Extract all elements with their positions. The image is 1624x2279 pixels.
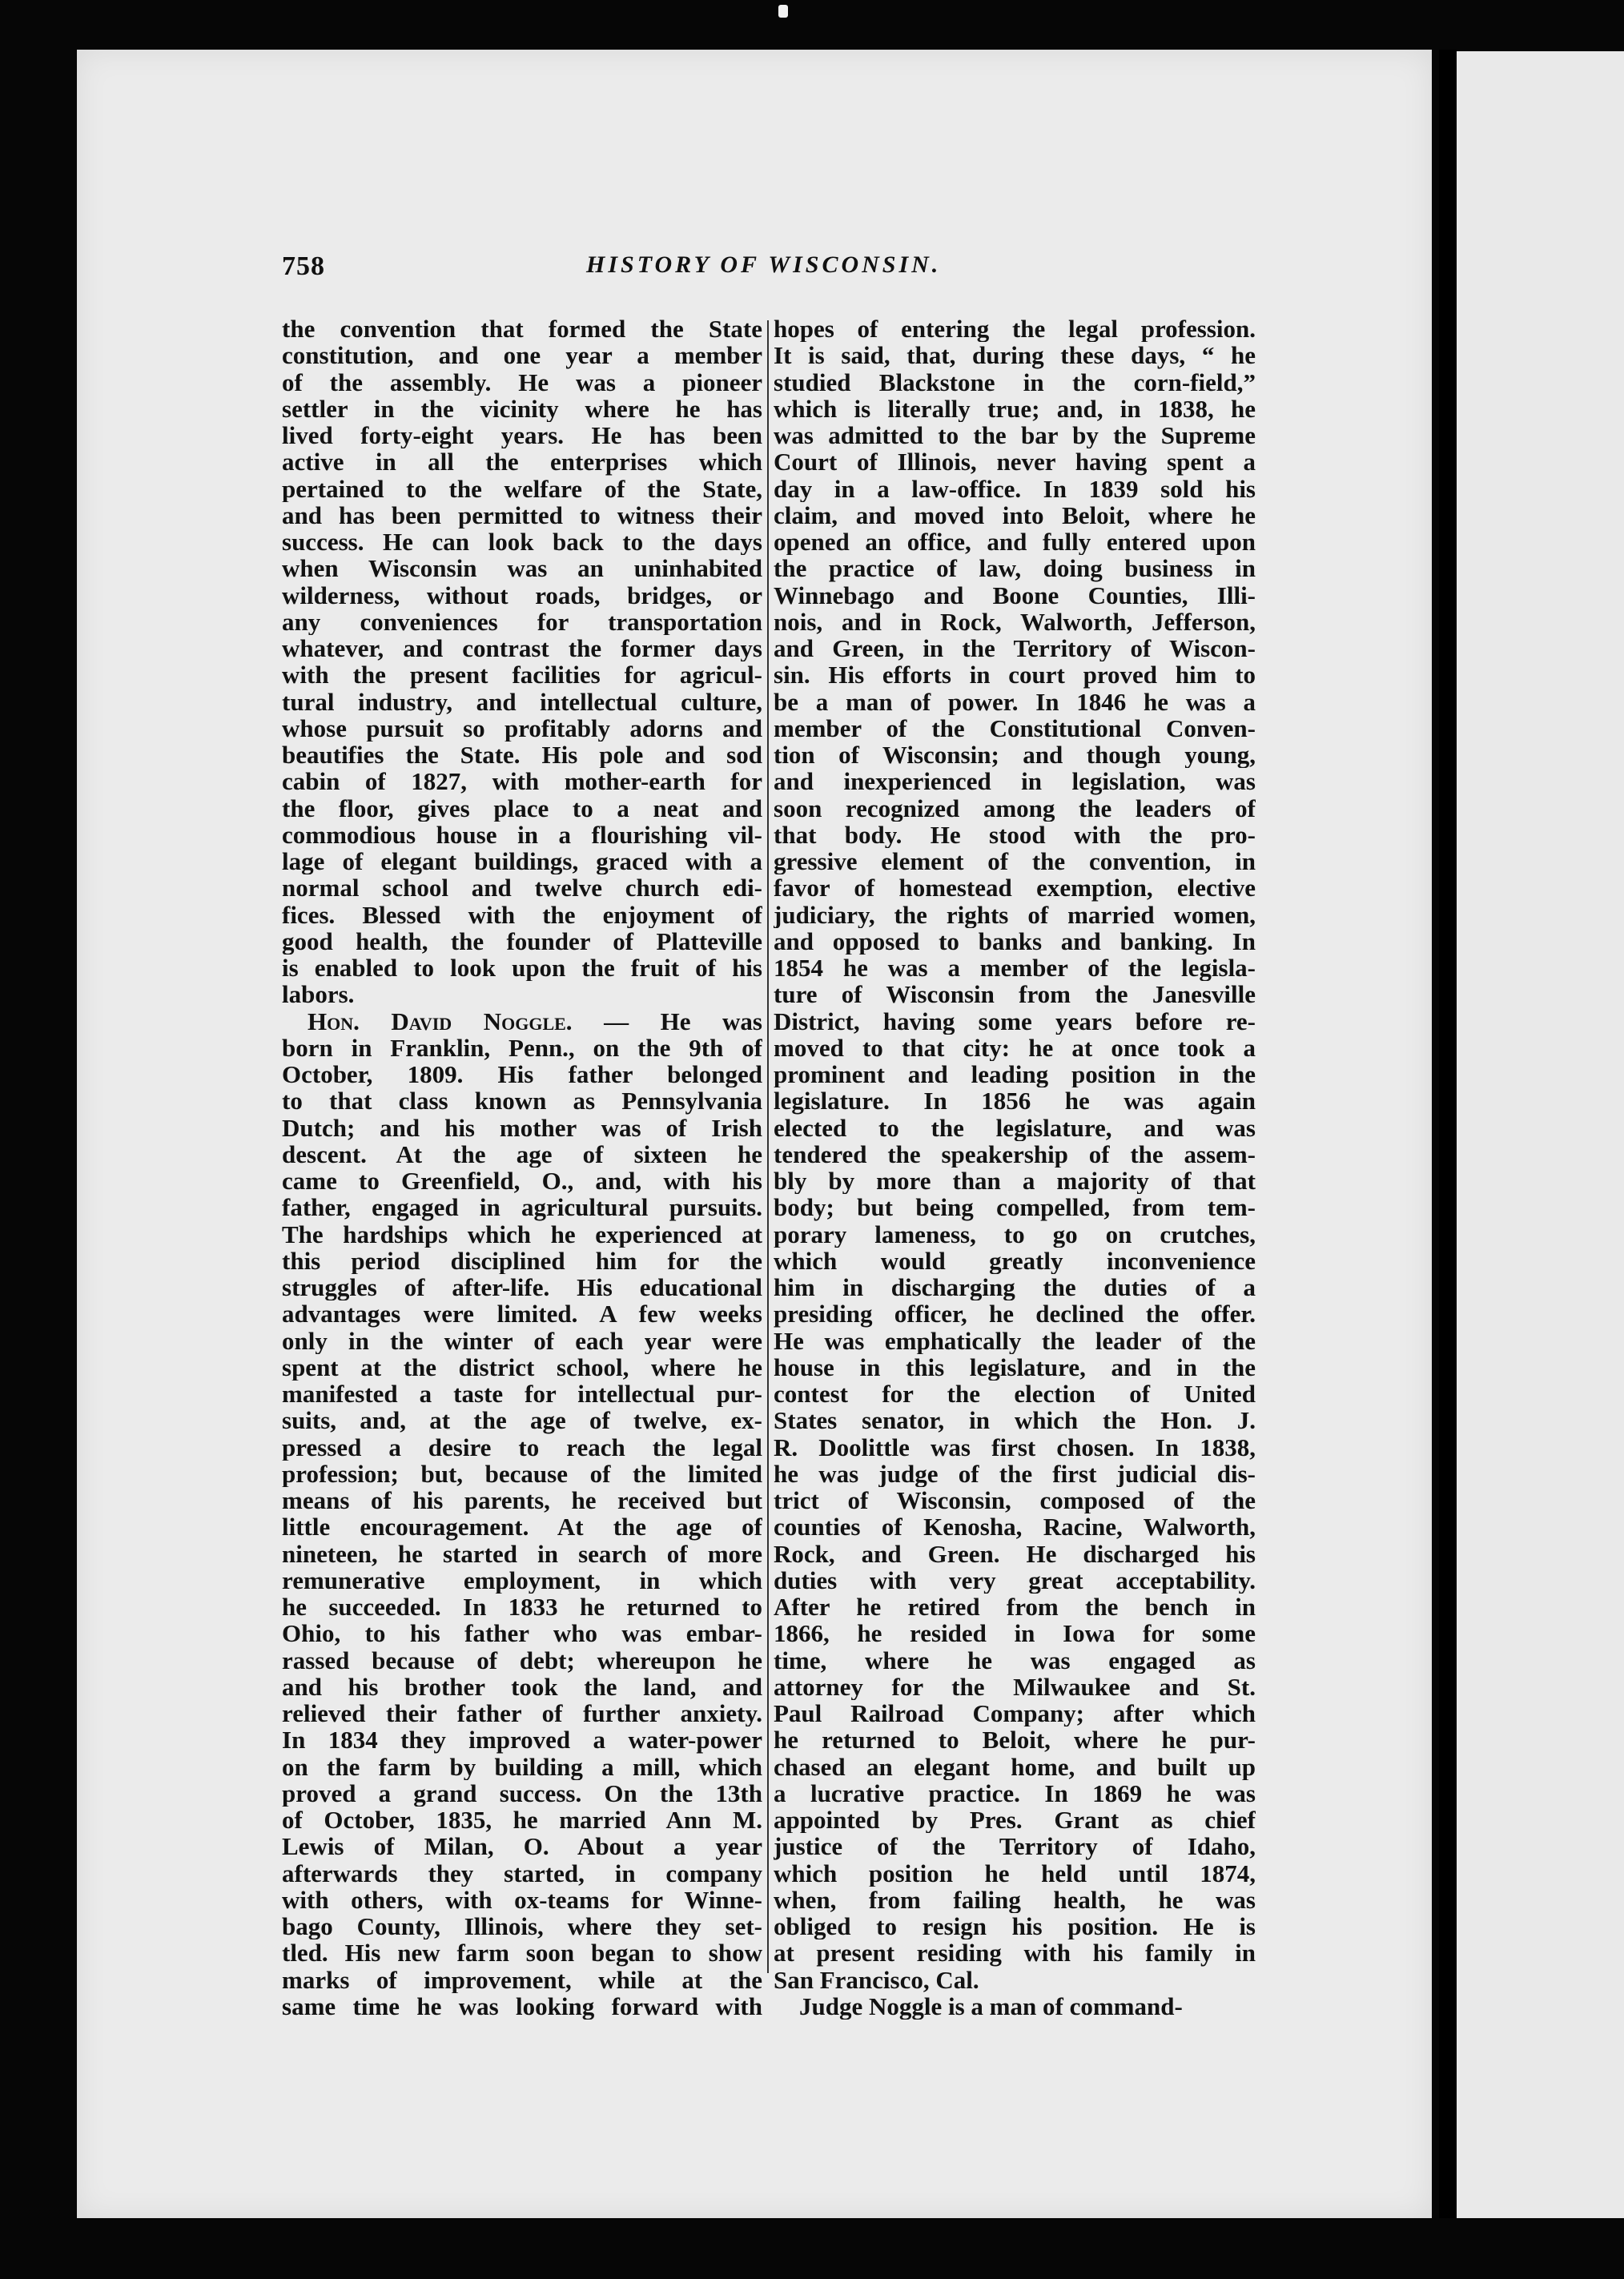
scan-speck bbox=[778, 5, 788, 18]
left-text-column bbox=[282, 316, 762, 2020]
text-line: of October, 1835, he married Ann M. bbox=[282, 1807, 762, 1834]
text-line: favor of homestead exemption, elective bbox=[774, 874, 1256, 902]
text-line: whose pursuit so profitably adorns and bbox=[282, 714, 762, 742]
text-line: lage of elegant buildings, graced with a bbox=[282, 848, 762, 875]
text-line bbox=[282, 1008, 762, 1035]
text-line: studied Blackstone in the corn-field,” bbox=[774, 368, 1256, 396]
text-line: States senator, in which the Hon. J. bbox=[774, 1407, 1256, 1434]
text-line: Judge Noggle is a man of command- bbox=[799, 1992, 1183, 2020]
text-line: active in all the enterprises which bbox=[282, 448, 762, 476]
text-line: is enabled to look upon the fruit of his bbox=[282, 955, 762, 982]
text-line: whatever, and contrast the former days bbox=[282, 635, 762, 662]
text-line: born in Franklin, Penn., on the 9th of bbox=[282, 1034, 762, 1061]
text-line: good health, the founder of Platteville bbox=[282, 927, 762, 955]
page-header bbox=[282, 251, 1272, 287]
text-line: rassed because of debt; whereupon he bbox=[282, 1646, 762, 1674]
text-line: After he retired from the bench in bbox=[774, 1594, 1256, 1621]
text-line: on the farm by building a mill, which bbox=[282, 1753, 762, 1780]
text-line-content: — He was bbox=[572, 1007, 762, 1035]
text-line: descent. At the age of sixteen he bbox=[282, 1140, 762, 1168]
next-page-sliver bbox=[1457, 51, 1624, 2218]
running-head: HISTORY OF WISCONSIN. bbox=[586, 251, 942, 278]
text-line: tural industry, and intellectual culture, bbox=[282, 688, 762, 715]
text-line: constitution, and one year a member bbox=[282, 342, 762, 369]
text-line: house in this legislature, and in the bbox=[774, 1353, 1256, 1381]
text-line: San Francisco, Cal. bbox=[774, 1966, 979, 1993]
text-line: The hardships which he experienced at bbox=[282, 1220, 762, 1248]
text-line: be a man of power. In 1846 he was a bbox=[774, 688, 1256, 715]
text-line: appointed by Pres. Grant as chief bbox=[774, 1807, 1256, 1834]
text-line: It is said, that, during these days, “ he bbox=[774, 342, 1256, 369]
text-line: 1854 he was a member of the legisla- bbox=[774, 955, 1256, 982]
text-line: at present residing with his family in bbox=[774, 1939, 1256, 1967]
text-line: little encouragement. At the age of bbox=[282, 1513, 762, 1541]
text-line: tendered the speakership of the assem- bbox=[774, 1140, 1256, 1168]
text-line: District, having some years before re- bbox=[774, 1007, 1256, 1035]
text-line: him in discharging the duties of a bbox=[774, 1274, 1256, 1301]
text-line: ture of Wisconsin from the Janesville bbox=[774, 981, 1256, 1008]
text-line: with others, with ox-teams for Winne- bbox=[282, 1886, 762, 1913]
text-line: afterwards they started, in company bbox=[282, 1859, 762, 1887]
text-line: day in a law-office. In 1839 sold his bbox=[774, 475, 1256, 502]
page-number: 758 bbox=[282, 251, 325, 281]
text-line: suits, and, at the age of twelve, ex- bbox=[282, 1407, 762, 1434]
text-line: came to Greenfield, O., and, with his bbox=[282, 1168, 762, 1195]
text-line: with the present facilities for agricul- bbox=[282, 661, 762, 689]
text-line: father, engaged in agricultural pursuits. bbox=[282, 1194, 762, 1221]
right-text-column bbox=[774, 316, 1256, 2020]
text-line: counties of Kenosha, Racine, Walworth, bbox=[774, 1513, 1256, 1541]
text-line: 1866, he resided in Iowa for some bbox=[774, 1620, 1256, 1647]
text-line: October, 1809. His father belonged bbox=[282, 1061, 762, 1088]
text-line: judiciary, the rights of married women, bbox=[774, 901, 1256, 928]
text-line: Dutch; and his mother was of Irish bbox=[282, 1114, 762, 1141]
text-line: and Green, in the Territory of Wiscon- bbox=[774, 635, 1256, 662]
text-line: marks of improvement, while at the bbox=[282, 1966, 762, 1993]
text-line: settler in the vicinity where he has bbox=[282, 395, 762, 422]
text-line: Paul Railroad Company; after which bbox=[774, 1700, 1256, 1727]
text-line: legislature. In 1856 he was again bbox=[774, 1087, 1256, 1115]
text-line: the convention that formed the State bbox=[282, 316, 762, 343]
text-line: time, where he was engaged as bbox=[774, 1646, 1256, 1674]
text-line: to that class known as Pennsylvania bbox=[282, 1087, 762, 1115]
text-line: member of the Constitutional Conven- bbox=[774, 714, 1256, 742]
text-line: In 1834 they improved a water-power bbox=[282, 1726, 762, 1754]
text-line: a lucrative practice. In 1869 he was bbox=[774, 1779, 1256, 1807]
text-line: any conveniences for transportation bbox=[282, 608, 762, 635]
text-line: he returned to Beloit, where he pur- bbox=[774, 1726, 1256, 1754]
text-line: presiding officer, he declined the offer. bbox=[774, 1300, 1256, 1328]
text-line: manifested a taste for intellectual pur- bbox=[282, 1381, 762, 1408]
text-line: the floor, gives place to a neat and bbox=[282, 794, 762, 822]
text-line: this period disciplined him for the bbox=[282, 1247, 762, 1274]
text-line: he was judge of the first judicial dis- bbox=[774, 1460, 1256, 1487]
text-line: commodious house in a flourishing vil- bbox=[282, 821, 762, 848]
text-line: Ohio, to his father who was embar- bbox=[282, 1620, 762, 1647]
text-line: pressed a desire to reach the legal bbox=[282, 1433, 762, 1461]
text-line: contest for the election of United bbox=[774, 1381, 1256, 1408]
text-line: and has been permitted to witness their bbox=[282, 501, 762, 529]
text-line: chased an elegant home, and built up bbox=[774, 1753, 1256, 1780]
text-line: same time he was looking forward with bbox=[282, 1992, 762, 2020]
text-line: nineteen, he started in search of more bbox=[282, 1540, 762, 1567]
text-line: tion of Wisconsin; and though young, bbox=[774, 742, 1256, 769]
biography-heading: Hon. David Noggle. bbox=[308, 1007, 573, 1035]
text-line: nois, and in Rock, Walworth, Jefferson, bbox=[774, 608, 1256, 635]
text-line: that body. He stood with the pro- bbox=[774, 821, 1256, 848]
text-line: claim, and moved into Beloit, where he bbox=[774, 501, 1256, 529]
text-line: proved a grand success. On the 13th bbox=[282, 1779, 762, 1807]
text-line: the practice of law, doing business in bbox=[774, 555, 1256, 582]
page-gutter bbox=[1439, 50, 1457, 2218]
text-line: relieved their father of further anxiety. bbox=[282, 1700, 762, 1727]
text-line: elected to the legislature, and was bbox=[774, 1114, 1256, 1141]
text-line: tled. His new farm soon began to show bbox=[282, 1939, 762, 1967]
text-line: he succeeded. In 1833 he returned to bbox=[282, 1594, 762, 1621]
text-line: prominent and leading position in the bbox=[774, 1061, 1256, 1088]
text-line: cabin of 1827, with mother-earth for bbox=[282, 768, 762, 795]
text-line: soon recognized among the leaders of bbox=[774, 794, 1256, 822]
text-line: bly by more than a majority of that bbox=[774, 1168, 1256, 1195]
text-line: only in the winter of each year were bbox=[282, 1327, 762, 1354]
text-line: and opposed to banks and banking. In bbox=[774, 927, 1256, 955]
text-line: trict of Wisconsin, composed of the bbox=[774, 1487, 1256, 1514]
text-line: fices. Blessed with the enjoyment of bbox=[282, 901, 762, 928]
column-rule bbox=[767, 320, 769, 1973]
text-line: duties with very great acceptability. bbox=[774, 1566, 1256, 1594]
text-line: of the assembly. He was a pioneer bbox=[282, 368, 762, 396]
text-line: obliged to resign his position. He is bbox=[774, 1913, 1256, 1940]
text-line: when Wisconsin was an uninhabited bbox=[282, 555, 762, 582]
text-line: struggles of after-life. His educational bbox=[282, 1274, 762, 1301]
text-line: when, from failing health, he was bbox=[774, 1886, 1256, 1913]
text-line: spent at the district school, where he bbox=[282, 1353, 762, 1381]
text-line: profession; but, because of the limited bbox=[282, 1460, 762, 1487]
text-line: success. He can look back to the days bbox=[282, 529, 762, 556]
text-line: opened an office, and fully entered upon bbox=[774, 529, 1256, 556]
text-line: wilderness, without roads, bridges, or bbox=[282, 581, 762, 609]
text-line: bago County, Illinois, where they set- bbox=[282, 1913, 762, 1940]
text-line: R. Doolittle was first chosen. In 1838, bbox=[774, 1433, 1256, 1461]
text-line: Lewis of Milan, O. About a year bbox=[282, 1833, 762, 1860]
text-line: means of his parents, he received but bbox=[282, 1487, 762, 1514]
text-line: gressive element of the convention, in bbox=[774, 848, 1256, 875]
text-line: porary lameness, to go on crutches, bbox=[774, 1220, 1256, 1248]
text-line: attorney for the Milwaukee and St. bbox=[774, 1673, 1256, 1700]
text-line: normal school and twelve church edi- bbox=[282, 874, 762, 902]
text-line: justice of the Territory of Idaho, bbox=[774, 1833, 1256, 1860]
text-line: sin. His efforts in court proved him to bbox=[774, 661, 1256, 689]
text-line: Rock, and Green. He discharged his bbox=[774, 1540, 1256, 1567]
text-line: Winnebago and Boone Counties, Illi- bbox=[774, 581, 1256, 609]
text-line: beautifies the State. His pole and sod bbox=[282, 742, 762, 769]
text-line: body; but being compelled, from tem- bbox=[774, 1194, 1256, 1221]
text-line: advantages were limited. A few weeks bbox=[282, 1300, 762, 1328]
text-line: Court of Illinois, never having spent a bbox=[774, 448, 1256, 476]
text-line: moved to that city: he at once took a bbox=[774, 1034, 1256, 1061]
text-line: lived forty-eight years. He has been bbox=[282, 422, 762, 449]
text-line: remunerative employment, in which bbox=[282, 1566, 762, 1594]
text-line: He was emphatically the leader of the bbox=[774, 1327, 1256, 1354]
text-line: labors. bbox=[282, 981, 355, 1008]
text-line: which would greatly inconvenience bbox=[774, 1247, 1256, 1274]
text-line: and his brother took the land, and bbox=[282, 1673, 762, 1700]
text-line: was admitted to the bar by the Supreme bbox=[774, 422, 1256, 449]
text-line: hopes of entering the legal profession. bbox=[774, 316, 1256, 343]
text-line: which position he held until 1874, bbox=[774, 1859, 1256, 1887]
text-line: pertained to the welfare of the State, bbox=[282, 475, 762, 502]
text-line: which is literally true; and, in 1838, he bbox=[774, 395, 1256, 422]
text-line: and inexperienced in legislation, was bbox=[774, 768, 1256, 795]
